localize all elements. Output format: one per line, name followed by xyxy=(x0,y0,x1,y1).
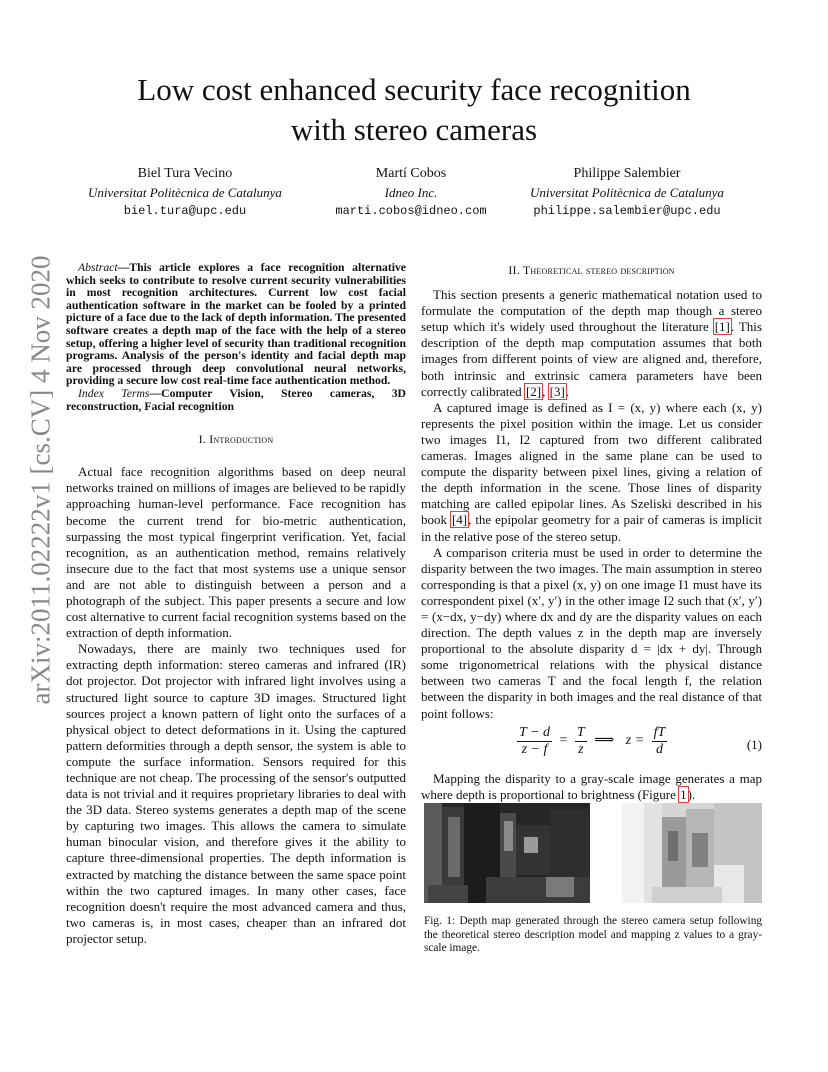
citation-link[interactable]: [1] xyxy=(714,319,730,335)
arxiv-identifier-text: arXiv:2011.02222v1 [cs.CV] 4 Nov 2020 xyxy=(25,255,56,705)
depth-map-image xyxy=(622,803,762,903)
paragraph-text: A captured image is defined as I = (x, y) where each (x, y) represents the pixel position within the image. Let us consider two images I1, I2 captured from two different calibrated cameras. Images aligned in the same plane can be used to compute the disparity between pixel lines, giving a relation of the depth information in the scene. Those lines of disparity matching are called epipolar lines. As Szeliski described in his book xyxy=(421,399,762,528)
paragraph-text: This section presents a generic mathematical notation used to formulate the computation of the depth map though a stereo setup which it's widely used throughout the literature xyxy=(421,287,762,335)
paper-title xyxy=(0,70,828,150)
equation-body xyxy=(517,725,667,758)
index-terms-label: Index Terms xyxy=(78,386,150,400)
author-affiliation: Universitat Politècnica de Catalunya xyxy=(530,185,724,200)
numerator: T − d xyxy=(517,725,552,742)
author-name: Martí Cobos xyxy=(375,166,447,181)
left-column xyxy=(66,262,406,947)
citation-link[interactable]: [2] xyxy=(525,383,542,399)
figure-caption: Fig. 1: Depth map generated through the stereo camera setup following the theoretical stereo description model and mapping z values to a gray-scale image. xyxy=(424,915,762,954)
theory-paragraph-2 xyxy=(421,400,762,545)
arxiv-identifier xyxy=(25,255,56,705)
implies-arrow: ⟹ xyxy=(594,733,615,749)
fraction xyxy=(575,725,587,758)
equals-sign: = xyxy=(559,733,568,749)
author-name: Biel Tura Vecino xyxy=(137,166,233,181)
paragraph-text: Mapping the disparity to a gray-scale image generates a map where depth is proportional to brightness (Figure xyxy=(421,770,762,802)
theory-paragraph-3: A comparison criteria must be used in order to determine the disparity between the two images. The main assumption in stereo corresponding is that a pixel (x, y) on one image I1 must have its correspondent pixel (x′, y′) in the other image I2 such that (x′, y′) = (x−dx, y−dy) where dx and dy are the disparity values on each direction. The depth values z in the depth map are inversely proportional to the absolute disparity d = |dx + dy|. Through some trigonometrical relations with the physical distance between two cameras T and the focal length f, the relation between the disparity in both images and the real distance of that point follows: xyxy=(421,544,762,721)
paragraph-text: . xyxy=(565,383,570,399)
abstract: Abstract—This article explores a face recognition alternative which seeks to contribute to resolve current security vulnerabilities in most recognition architectures. Current low cost facial authentication software in the market can be fooled by a printed picture of a face due to the lack of depth information. The presented software creates a depth map of the face with the help of a stereo setup, offering a higher level of security than traditional recognition programs. Analysis of the person's identity and facial depth map are processed through deep convolutional neural networks, providing a secure low cost real-time face authentication method. xyxy=(66,261,406,388)
theory-paragraph-1 xyxy=(421,287,762,400)
theory-paragraph-4 xyxy=(421,771,762,803)
abstract-label: Abstract xyxy=(78,261,118,274)
right-column xyxy=(421,262,762,803)
title-line-2: with stereo cameras xyxy=(290,112,538,147)
stereo-photo-image xyxy=(424,803,590,903)
paragraph-text: , the epipolar geometry for a pair of cameras is implicit in the relative pose of the stereo setup. xyxy=(421,512,763,544)
author-email: philippe.salembier@upc.edu xyxy=(533,204,721,218)
author-block-1 xyxy=(65,164,305,221)
paragraph-text: . This description of the depth map computation assumes that both images from different points of view are aligned and, therefore, both intrinsic and extrinsic camera parameters have been correctly calibrated xyxy=(421,319,762,399)
citation-link[interactable]: [4] xyxy=(451,512,468,528)
abstract-text: This article explores a face recognition alternative which seeks to contribute to resolve current security vulnerabilities in most recognition architectures. Current low cost facial authentication software in the market can be fooled by a printed picture of a face due to the lack of depth information. The presented software creates a depth map of the face with the help of a stereo setup, offering a higher level of security than traditional recognition programs. Analysis of the person's identity and facial depth map are processed through deep convolutional neural networks, providing a secure low cost real-time face authentication method. xyxy=(66,261,406,388)
author-name: Philippe Salembier xyxy=(573,166,681,181)
author-block-2 xyxy=(291,164,531,221)
fraction xyxy=(517,725,552,758)
equation-number: (1) xyxy=(746,736,762,752)
intro-paragraph: Actual face recognition algorithms based on deep neural networks trained on millions of images are believed to be rapidly approaching human-level performance. Face recognition has become the current trend for bio-metric authentication, surpassing the most typical fingerprint verification. Yet, facial recognition, as an authentication method, remains relatively insecure due to the fact that most systems use a unique sensor and are not able to distinguish between a person and a photograph of the subject. This paper presents a secure and low cost alternative to current facial recognition systems based on the extraction of depth information. xyxy=(66,464,406,641)
equation-lhs: z = xyxy=(625,733,645,749)
depth-map-graphic xyxy=(622,803,762,903)
index-terms-text: Computer Vision, Stereo cameras, 3D reconstruction, Facial recognition xyxy=(66,386,406,413)
corridor-photo-graphic xyxy=(424,803,590,903)
fraction xyxy=(652,725,668,758)
denominator: d xyxy=(656,741,664,757)
author-email: biel.tura@upc.edu xyxy=(123,204,247,218)
author-affiliation: Universitat Politècnica de Catalunya xyxy=(88,185,282,200)
index-terms: Index Terms—Computer Vision, Stereo cameras, 3D reconstruction, Facial recognition xyxy=(66,386,406,413)
author-block-3 xyxy=(507,164,747,221)
numerator: fT xyxy=(652,725,668,742)
paragraph-text: , xyxy=(542,383,549,399)
figure-1 xyxy=(424,803,762,903)
author-affiliation: Idneo Inc. xyxy=(384,185,438,200)
title-line-1: Low cost enhanced security face recognition xyxy=(137,72,691,107)
numerator: T xyxy=(575,725,587,742)
author-email: marti.cobos@idneo.com xyxy=(335,204,487,218)
intro-paragraph: Nowadays, there are mainly two techniques used for extracting depth information: stereo cameras and infrared (IR) dot projector. Dot projector with infrared light involves using a structured light source to capture 3D images. Structured light sources project a known pattern of light onto the surfaces of a physical object to detect deformations in it. Using the captured pattern deformities through a depth sensor, the system is able to compute the surface information. Sensors required for this technique are not cheap. The processing of the sensor's outputted data is not trivial and it requires proprietary libraries to deal with the 3D data. Stereo systems generates a depth map of the scene by capturing two images. This allows the camera to simulate human binocular vision, and therefore gives it the ability to capture three-dimensional properties. The depth information is extracted by matching the distance between the same space point within the two captured images. In many other cases, face recognition doesn't require the most advanced camera and thus, two cameras is, in most cases, cheaper than an infrared dot projector setup. xyxy=(66,641,406,946)
equation-1 xyxy=(421,725,762,767)
section-heading-theory: II. Theoretical stereo description xyxy=(508,263,675,277)
figure-link[interactable]: 1 xyxy=(680,786,687,802)
denominator: z − f xyxy=(521,741,548,757)
section-heading-introduction: I. Introduction xyxy=(198,432,274,447)
paragraph-text: ). xyxy=(687,786,696,802)
denominator: z xyxy=(578,741,584,757)
citation-link[interactable]: [3] xyxy=(549,383,565,399)
